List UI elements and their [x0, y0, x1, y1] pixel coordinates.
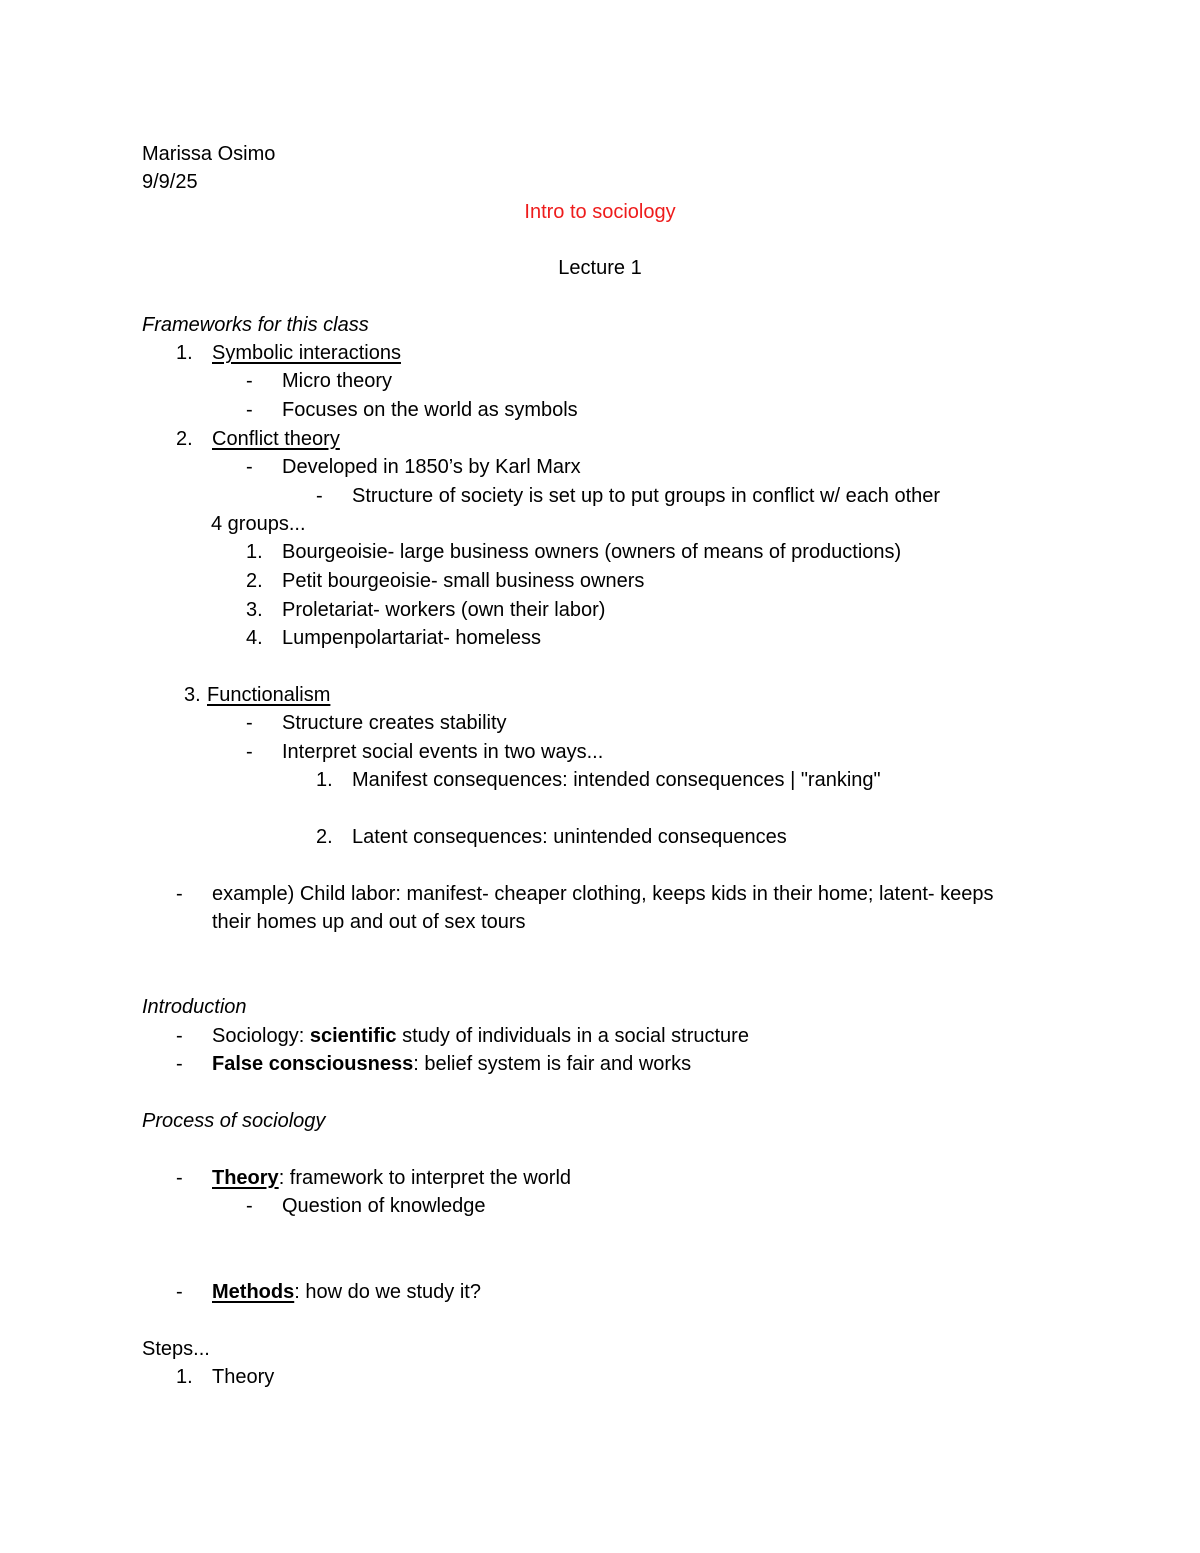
bullet-text: Structure creates stability	[282, 712, 507, 734]
bullet-dash: -	[176, 1025, 183, 1047]
list-number: 4.	[246, 627, 263, 649]
bullet-text: Structure of society is set up to put groups in conflict w/ each other	[352, 485, 941, 507]
steps-heading: Steps...	[142, 1338, 210, 1360]
text-run: : framework to interpret the world	[278, 1167, 572, 1189]
bullet-dash: -	[176, 1281, 183, 1303]
process-heading: Process of sociology	[142, 1110, 326, 1132]
document-date: 9/9/25	[142, 171, 198, 193]
step-text: Theory	[212, 1366, 275, 1388]
bullet-dash: -	[176, 883, 183, 905]
bullet-dash: -	[316, 485, 323, 507]
text-run: : how do we study it?	[294, 1281, 481, 1303]
list-number: 2.	[316, 826, 333, 848]
bold-term: Methods	[212, 1281, 295, 1303]
bullet-dash: -	[246, 370, 253, 392]
bullet-text: Interpret social events in two ways...	[282, 741, 604, 763]
list-number: 2.	[176, 428, 193, 450]
bullet-text	[212, 1166, 571, 1190]
group-text: Lumpenpolartariat- homeless	[282, 627, 542, 649]
list-number: 2.	[246, 570, 263, 592]
document-title: Intro to sociology	[524, 201, 676, 223]
list-number: 1.	[176, 1366, 193, 1388]
bullet-dash: -	[246, 712, 253, 734]
bullet-text	[212, 1280, 481, 1304]
list-number: 3.	[184, 684, 201, 706]
introduction-heading: Introduction	[142, 996, 247, 1018]
bullet-text	[212, 1024, 749, 1048]
consequence-text: Manifest consequences: intended consequences | "ranking"	[352, 769, 881, 791]
bold-term: scientific	[309, 1025, 397, 1047]
bullet-dash: -	[176, 1167, 183, 1189]
bullet-dash: -	[246, 741, 253, 763]
bold-term: False consciousness	[212, 1053, 414, 1075]
bullet-dash: -	[176, 1053, 183, 1075]
bullet-text: Micro theory	[282, 370, 393, 392]
framework-title: Functionalism	[207, 684, 331, 706]
framework-title: Conflict theory	[212, 428, 340, 450]
consequence-text: Latent consequences: unintended consequences	[352, 826, 787, 848]
list-number: 1.	[316, 769, 333, 791]
group-text: Bourgeoisie- large business owners (owners of means of productions)	[282, 541, 902, 563]
list-number: 1.	[176, 342, 193, 364]
frameworks-heading: Frameworks for this class	[142, 314, 369, 336]
example-text-line-1: example) Child labor: manifest- cheaper clothing, keeps kids in their home; latent- keeps	[212, 883, 994, 905]
bullet-dash: -	[246, 456, 253, 478]
text-run: : belief system is fair and works	[413, 1053, 692, 1075]
bullet-text: Focuses on the world as symbols	[282, 399, 578, 421]
group-text: Proletariat- workers (own their labor)	[282, 599, 606, 621]
example-text-line-2: their homes up and out of sex tours	[212, 911, 526, 933]
groups-intro: 4 groups...	[211, 513, 306, 535]
lecture-number: Lecture 1	[558, 257, 642, 279]
bullet-text	[212, 1052, 691, 1076]
text-run: study of individuals in a social structure	[396, 1025, 749, 1047]
framework-title: Symbolic interactions	[212, 342, 401, 364]
bullet-text: Developed in 1850’s by Karl Marx	[282, 456, 581, 478]
author-name: Marissa Osimo	[142, 143, 276, 165]
bullet-dash: -	[246, 399, 253, 421]
group-text: Petit bourgeoisie- small business owners	[282, 570, 645, 592]
list-number: 1.	[246, 541, 263, 563]
bold-term: Theory	[212, 1167, 279, 1189]
bullet-dash: -	[246, 1195, 253, 1217]
list-number: 3.	[246, 599, 263, 621]
bullet-text: Question of knowledge	[282, 1195, 486, 1217]
text-run: Sociology:	[212, 1025, 310, 1047]
